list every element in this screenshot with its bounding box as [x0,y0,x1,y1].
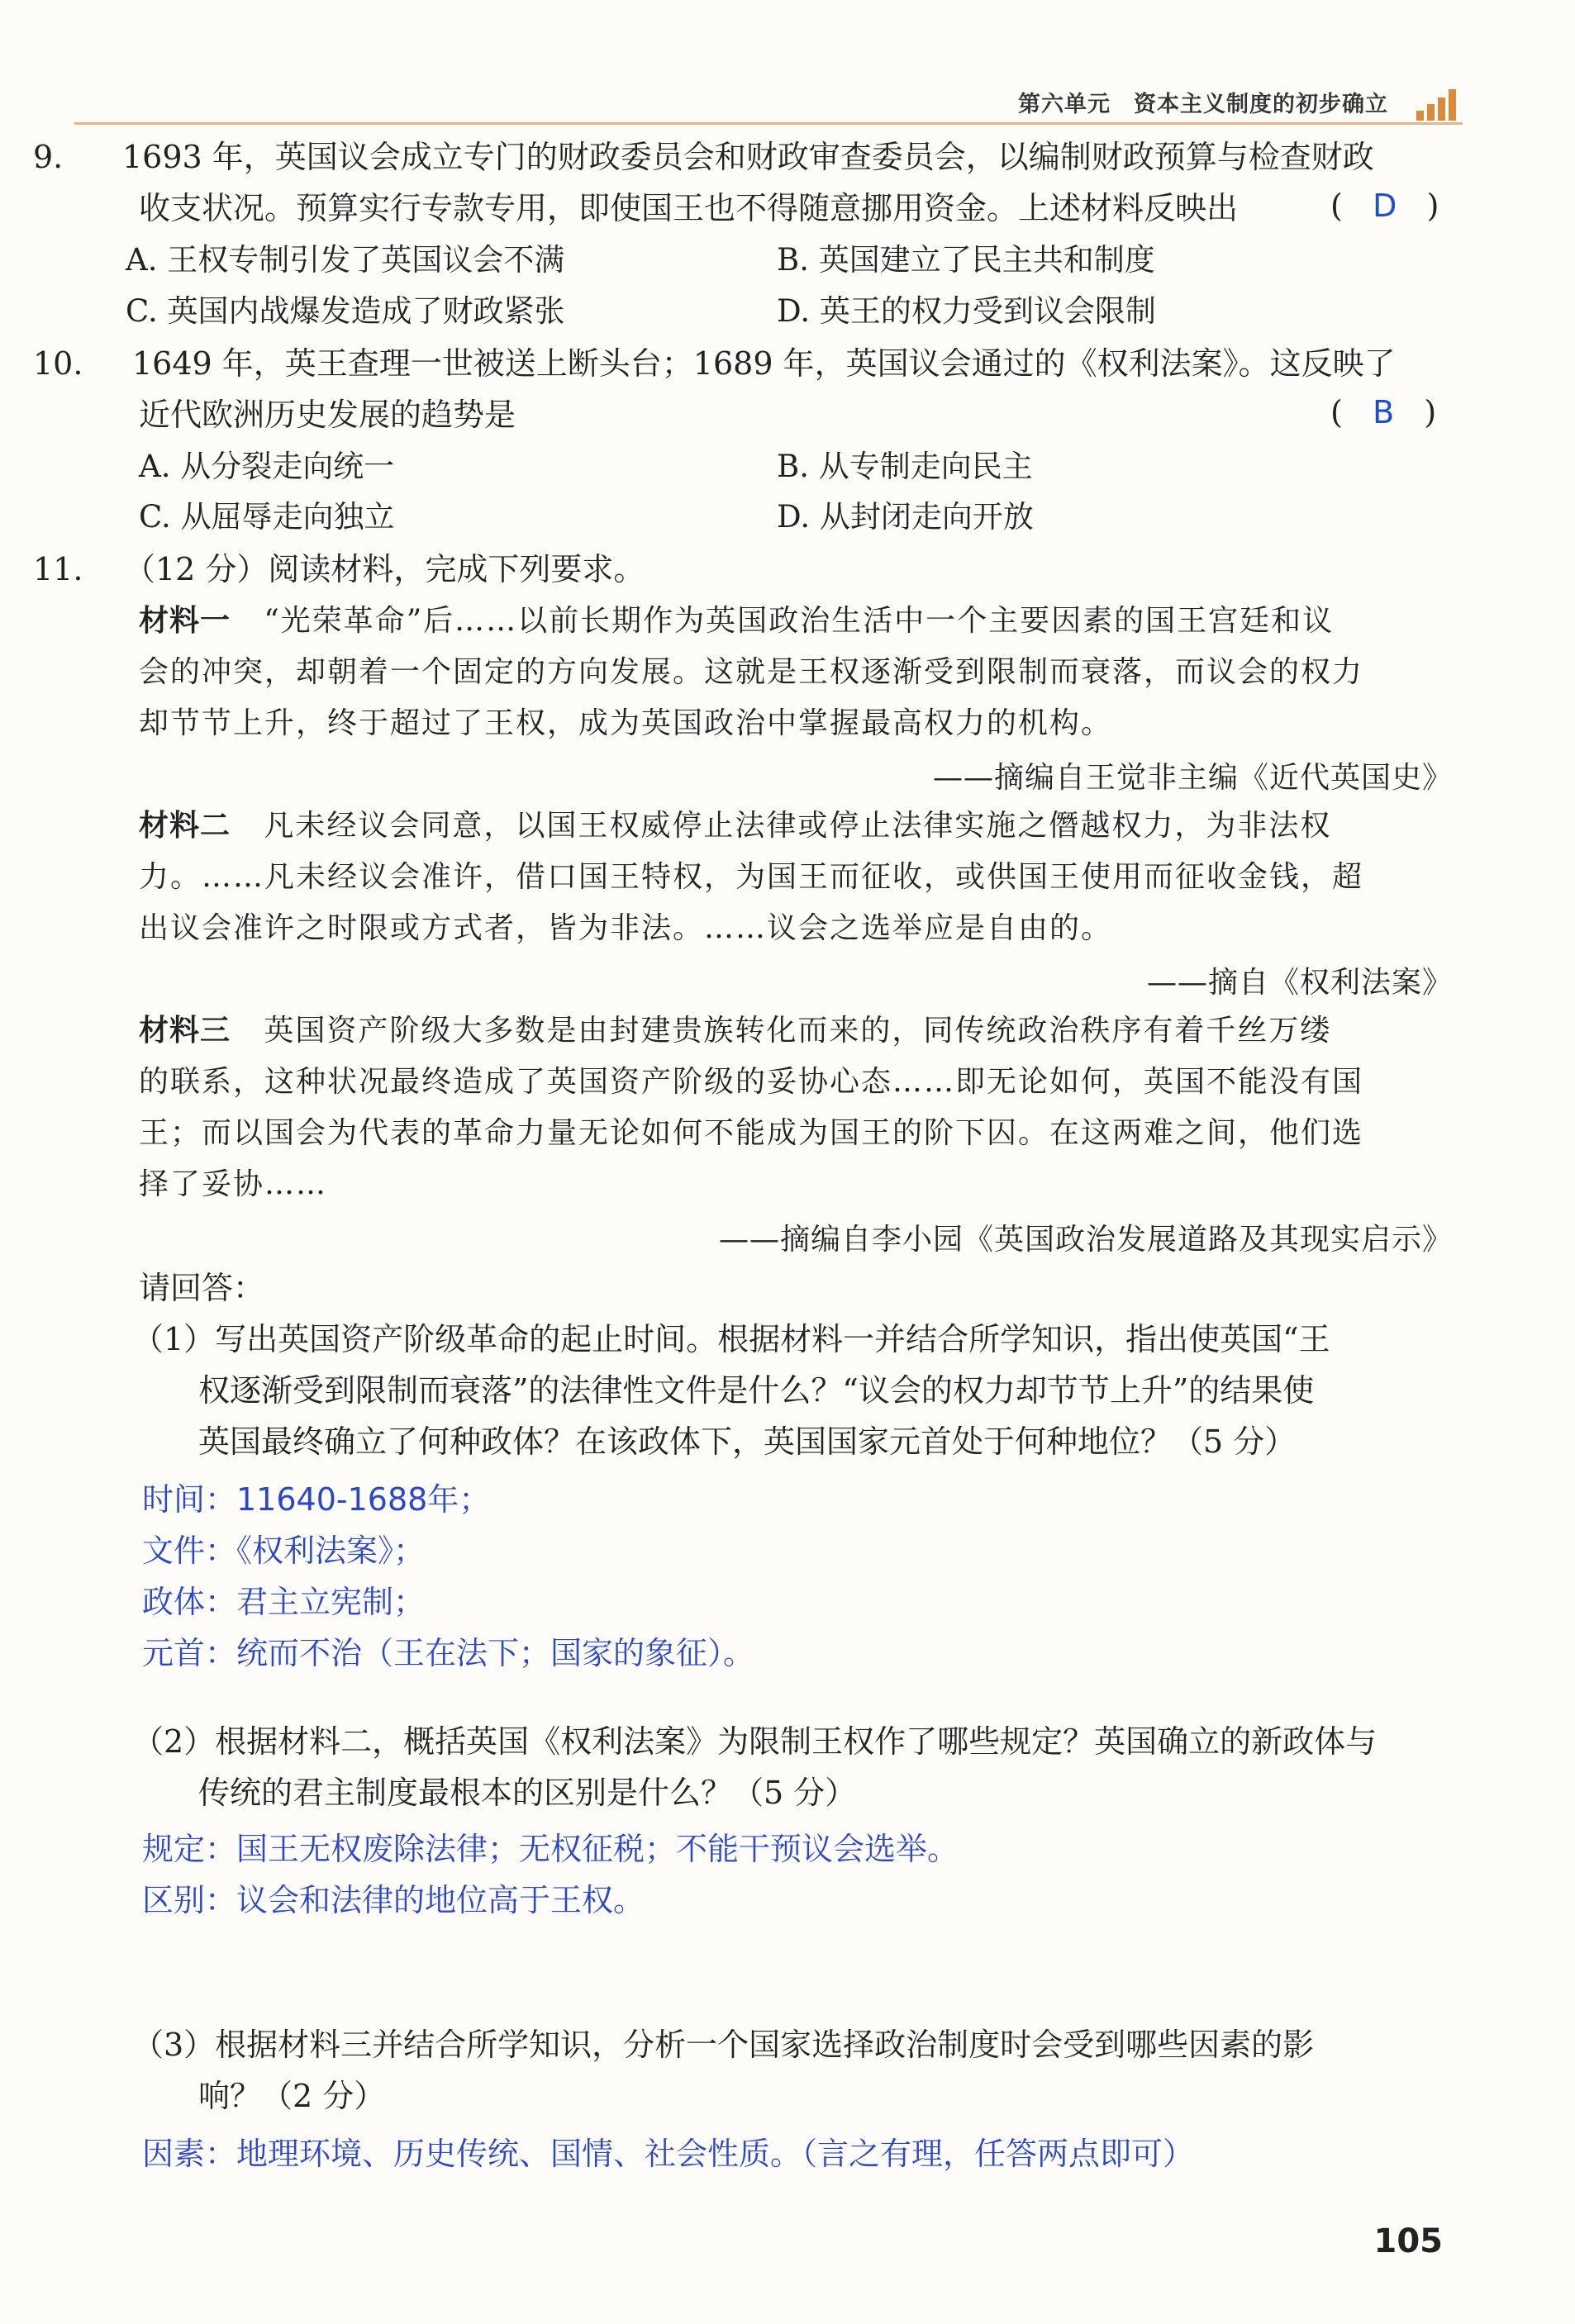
material-1-line3: 却节节上升，终于超过了王权，成为英国政治中掌握最高权力的机构。 [139,706,1113,740]
material-3-label: 材料三 [139,1014,231,1048]
material-3-line3: 王；而以国会为代表的革命力量无论如何不能成为国王的阶下囚。在这两难之间，他们选 [139,1116,1364,1150]
page-number: 105 [1373,2222,1443,2260]
material-3-line2: 的联系，这种状况最终造成了英国资产阶级的妥协心态……即无论如何，英国不能没有国 [139,1065,1364,1099]
q9-line2: 收支状况。预算实行专款专用，即使国王也不得随意挪用资金。上述材料反映出 [139,190,1239,226]
unit-title: 第六单元 资本主义制度的初步确立 [1018,92,1388,117]
material-3-line4: 择了妥协…… [139,1167,328,1201]
q9-answer: D [1373,188,1397,224]
material-1-line1 [139,601,1334,642]
q11-intro: （12 分）阅读材料，完成下列要求。 [124,551,645,587]
part2-line2: 传统的君主制度最根本的区别是什么？（5 分） [198,1775,857,1811]
q9-line1: 1693 年，英国议会成立专门的财政委员会和财政审查委员会，以编制财政预算与检查财政 [122,139,1374,175]
q9-option-a: A. 王权专制引发了英国议会不满 [126,242,565,278]
bar-chart-icon [1416,88,1463,121]
material-2-source: ——摘自《权利法案》 [1146,966,1453,1000]
material-2-line1 [139,806,1331,847]
answer3: 因素：地理环境、历史传统、国情、社会性质。（言之有理，任答两点即可） [142,2136,1195,2172]
q10-option-c: C. 从屈辱走向独立 [139,499,395,535]
answer1-line4: 元首：统而不治（王在法下；国家的象征）。 [142,1635,755,1671]
material-2-text1: 凡未经议会同意，以国王权威停止法律或停止法律实施之僭越权力，为非法权 [264,809,1332,843]
material-3-text1: 英国资产阶级大多数是由封建贵族转化而来的，同传统政治秩序有着千丝万缕 [264,1014,1332,1048]
q10-answer-bracket: ( B ) [1330,394,1437,430]
part2-line1: （2）根据材料二，概括英国《权利法案》为限制王权作了哪些规定？英国确立的新政体与 [132,1723,1378,1760]
answer1-line2: 文件：《权利法案》； [142,1533,426,1569]
material-3-line1 [139,1010,1331,1052]
material-1-source: ——摘编自王觉非主编《近代英国史》 [932,761,1453,795]
material-3-source: ——摘编自李小园《英国政治发展道路及其现实启示》 [718,1223,1453,1257]
q9-number: 9. [33,139,64,175]
q10-option-d: D. 从封闭走向开放 [777,499,1034,535]
answer2-line1: 规定：国王无权废除法律；无权征税；不能干预议会选举。 [142,1831,959,1867]
material-1-line2: 会的冲突，却朝着一个固定的方向发展。这就是王权逐渐受到限制而衰落，而议会的权力 [139,655,1364,689]
material-2-line2: 力。……凡未经议会准许，借口国王特权，为国王而征收，或供国王使用而征收金钱，超 [139,860,1364,894]
material-2-line3: 出议会准许之时限或方式者，皆为非法。……议会之选举应是自由的。 [139,911,1113,945]
q9-answer-bracket: ( D ) [1330,188,1439,224]
q10-option-b: B. 从专制走向民主 [777,449,1033,484]
q10-answer: B [1373,394,1395,430]
answer1-line3: 政体：君主立宪制； [142,1584,426,1620]
part3-line1: （3）根据材料三并结合所学知识，分析一个国家选择政治制度时会受到哪些因素的影 [132,2027,1315,2063]
part1-line2: 权逐渐受到限制而衰落”的法律性文件是什么？“议会的权力却节节上升”的结果使 [198,1372,1315,1409]
answer1-line1: 时间：11640-1688年； [142,1481,491,1518]
page-header [74,79,1463,125]
material-1-text1: “光荣革命”后……以前长期作为英国政治生活中一个主要因素的国王宫廷和议 [264,604,1335,638]
q10-number: 10. [33,345,83,382]
q10-line1: 1649 年，英王查理一世被送上断头台；1689 年，英国议会通过的《权利法案》。这反映了 [132,345,1396,382]
q11-number: 11. [33,551,83,587]
q9-option-b: B. 英国建立了民主共和制度 [777,242,1155,278]
q9-option-d: D. 英王的权力受到议会限制 [777,293,1156,329]
part1-line3: 英国最终确立了何种政体？在该政体下，英国国家元首处于何种地位？（5 分） [198,1423,1297,1460]
part3-line2: 响？（2 分） [198,2078,386,2114]
material-1-label: 材料一 [139,604,231,638]
ask-prompt: 请回答： [139,1270,265,1306]
q10-option-a: A. 从分裂走向统一 [139,449,395,484]
part1-line1: （1）写出英国资产阶级革命的起止时间。根据材料一并结合所学知识，指出使英国“王 [132,1321,1330,1357]
q10-line2: 近代欧洲历史发展的趋势是 [139,397,516,433]
q9-option-c: C. 英国内战爆发造成了财政紧张 [126,293,565,329]
material-2-label: 材料二 [139,809,231,843]
answer2-line2: 区别：议会和法律的地位高于王权。 [142,1882,645,1918]
